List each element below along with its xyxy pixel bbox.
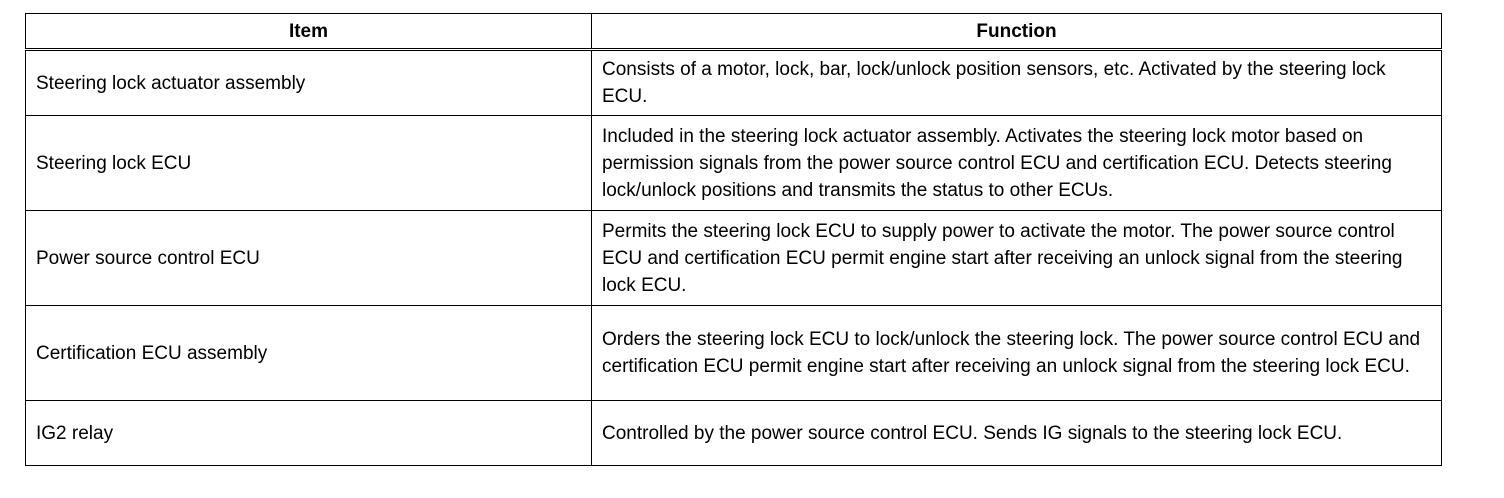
function-cell: Controlled by the power source control ECU. Sends IG signals to the steering lock ECU.	[592, 401, 1442, 466]
function-cell: Orders the steering lock ECU to lock/unlock the steering lock. The power source control ECU and certification ECU permit engine start after receiving an unlock signal from the steering lock ECU.	[592, 306, 1442, 401]
item-cell: Steering lock ECU	[26, 116, 592, 211]
table-header	[26, 14, 1442, 50]
table-row	[26, 211, 1442, 306]
item-cell: Power source control ECU	[26, 211, 592, 306]
function-cell: Consists of a motor, lock, bar, lock/unlock position sensors, etc. Activated by the steering lock ECU.	[592, 50, 1442, 116]
table-row	[26, 116, 1442, 211]
component-function-table	[25, 13, 1442, 466]
column-header-function: Function	[592, 14, 1442, 50]
function-cell: Included in the steering lock actuator assembly. Activates the steering lock motor based on permission signals from the power source control ECU and certification ECU. Detects steering lock/unlock positions and transmits the status to other ECUs.	[592, 116, 1442, 211]
header-row	[26, 14, 1442, 50]
item-cell: Certification ECU assembly	[26, 306, 592, 401]
function-cell: Permits the steering lock ECU to supply power to activate the motor. The power source control ECU and certification ECU permit engine start after receiving an unlock signal from the steering lock ECU.	[592, 211, 1442, 306]
table-row	[26, 401, 1442, 466]
table-body	[26, 50, 1442, 466]
item-cell: IG2 relay	[26, 401, 592, 466]
column-header-item: Item	[26, 14, 592, 50]
table-row	[26, 306, 1442, 401]
table-row	[26, 50, 1442, 116]
item-cell: Steering lock actuator assembly	[26, 50, 592, 116]
